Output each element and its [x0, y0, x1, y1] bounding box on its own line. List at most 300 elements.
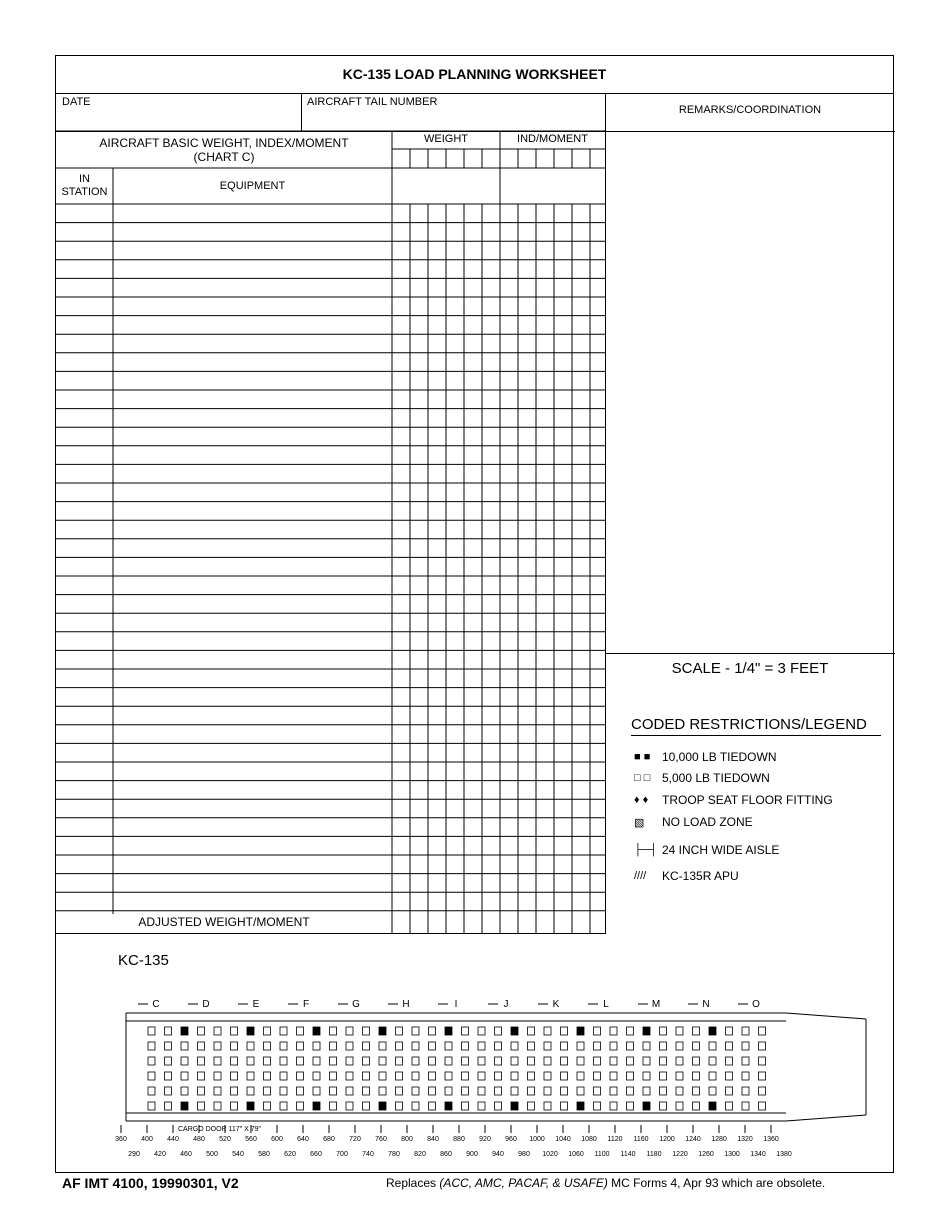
- station-tick-label: 620: [284, 1151, 296, 1158]
- tiedown-5k: [165, 1072, 172, 1080]
- tiedown-5k: [148, 1057, 155, 1065]
- station-tick-label: 980: [518, 1151, 530, 1158]
- hatched-box-icon: ▧: [634, 816, 645, 829]
- tiedown-5k: [462, 1072, 469, 1080]
- tiedown-5k: [742, 1087, 749, 1095]
- tiedown-5k: [165, 1042, 172, 1050]
- tiedown-5k: [676, 1057, 683, 1065]
- tiedown-5k: [462, 1102, 469, 1110]
- tiedown-5k: [313, 1087, 320, 1095]
- station-tick-label: 540: [232, 1151, 244, 1158]
- tiedown-5k: [709, 1057, 716, 1065]
- tiedown-5k: [165, 1087, 172, 1095]
- tiedown-5k: [577, 1042, 584, 1050]
- tiedown-5k: [346, 1027, 353, 1035]
- tiedown-5k: [264, 1057, 271, 1065]
- tiedown-5k: [511, 1072, 518, 1080]
- hollow-square-icon: □ □: [634, 772, 651, 784]
- form-id: AF IMT 4100, 19990301, V2: [62, 1175, 239, 1191]
- tiedown-5k: [214, 1102, 221, 1110]
- legend-item-10k-tiedown: ■ ■ 10,000 LB TIEDOWN: [634, 750, 777, 764]
- tiedown-5k: [462, 1027, 469, 1035]
- tiedown-5k: [643, 1057, 650, 1065]
- zone-label: C: [152, 999, 160, 1010]
- tiedown-5k: [346, 1087, 353, 1095]
- tiedown-5k: [412, 1102, 419, 1110]
- tiedown-10k: [445, 1027, 452, 1035]
- tiedown-5k: [660, 1027, 667, 1035]
- zone-label: E: [252, 999, 260, 1010]
- tiedown-5k: [561, 1072, 568, 1080]
- tiedown-5k: [214, 1057, 221, 1065]
- tiedown-5k: [429, 1087, 436, 1095]
- tiedown-5k: [742, 1102, 749, 1110]
- tiedown-10k: [379, 1027, 386, 1035]
- tiedown-5k: [610, 1072, 617, 1080]
- zone-label: J: [503, 999, 509, 1010]
- tiedown-5k: [280, 1087, 287, 1095]
- tiedown-5k: [198, 1102, 205, 1110]
- tiedown-5k: [528, 1027, 535, 1035]
- tiedown-5k: [445, 1087, 452, 1095]
- tiedown-5k: [528, 1072, 535, 1080]
- tiedown-5k: [709, 1072, 716, 1080]
- aisle-marker-icon: ├─┤: [634, 844, 658, 856]
- tiedown-5k: [676, 1087, 683, 1095]
- tiedown-10k: [511, 1102, 518, 1110]
- tiedown-10k: [577, 1102, 584, 1110]
- tiedown-5k: [478, 1057, 485, 1065]
- station-tick-label: 290: [128, 1151, 140, 1158]
- tiedown-5k: [462, 1042, 469, 1050]
- legend-item-no-load: ▧ NO LOAD ZONE: [634, 815, 753, 829]
- cargo-door-label: CARGO DOOR 117" X 79": [178, 1126, 262, 1133]
- ind-moment-label: IND/MOMENT: [517, 133, 588, 145]
- tiedown-5k: [214, 1087, 221, 1095]
- tiedown-5k: [561, 1102, 568, 1110]
- tiedown-5k: [577, 1072, 584, 1080]
- station-tick-label: 1180: [646, 1151, 662, 1158]
- tiedown-5k: [528, 1057, 535, 1065]
- diagram-line: [786, 1013, 866, 1019]
- tiedown-5k: [676, 1102, 683, 1110]
- tiedown-5k: [330, 1042, 337, 1050]
- tiedown-5k: [429, 1072, 436, 1080]
- tiedown-5k: [478, 1027, 485, 1035]
- tiedown-5k: [429, 1102, 436, 1110]
- station-tick-label: 1220: [672, 1151, 688, 1158]
- tiedown-5k: [594, 1087, 601, 1095]
- tiedown-5k: [297, 1057, 304, 1065]
- zone-label: D: [202, 999, 210, 1010]
- tiedown-5k: [330, 1027, 337, 1035]
- station-tick-label: 1380: [776, 1151, 792, 1158]
- tiedown-5k: [165, 1027, 172, 1035]
- tiedown-5k: [561, 1027, 568, 1035]
- station-tick-label: 840: [427, 1136, 439, 1143]
- tiedown-10k: [247, 1027, 254, 1035]
- tiedown-5k: [610, 1102, 617, 1110]
- tiedown-5k: [363, 1102, 370, 1110]
- tiedown-5k: [412, 1027, 419, 1035]
- tiedown-5k: [693, 1102, 700, 1110]
- tiedown-5k: [181, 1042, 188, 1050]
- tiedown-5k: [759, 1072, 766, 1080]
- zone-label: M: [651, 999, 661, 1010]
- station-tick-label: 1020: [542, 1151, 558, 1158]
- tiedown-5k: [412, 1042, 419, 1050]
- tiedown-5k: [759, 1057, 766, 1065]
- station-tick-label: 900: [466, 1151, 478, 1158]
- tiedown-10k: [247, 1102, 254, 1110]
- station-tick-label: 1140: [620, 1151, 636, 1158]
- tiedown-5k: [264, 1087, 271, 1095]
- tiedown-5k: [528, 1102, 535, 1110]
- zone-label: G: [352, 999, 360, 1010]
- aircraft-floor-diagram: [86, 991, 886, 1171]
- tiedown-5k: [544, 1072, 551, 1080]
- tiedown-5k: [148, 1087, 155, 1095]
- station-tick-label: 1080: [581, 1136, 597, 1143]
- tiedown-10k: [643, 1027, 650, 1035]
- tiedown-5k: [495, 1027, 502, 1035]
- tiedown-5k: [198, 1042, 205, 1050]
- station-tick-label: 420: [154, 1151, 166, 1158]
- station-tick-label: 740: [362, 1151, 374, 1158]
- tiedown-5k: [396, 1027, 403, 1035]
- station-tick-label: 800: [401, 1136, 413, 1143]
- tiedown-10k: [445, 1102, 452, 1110]
- tiedown-5k: [511, 1087, 518, 1095]
- tiedown-5k: [396, 1042, 403, 1050]
- tiedown-5k: [181, 1087, 188, 1095]
- legend-heading: CODED RESTRICTIONS/LEGEND: [631, 716, 881, 736]
- tiedown-5k: [346, 1102, 353, 1110]
- solid-square-icon: ■ ■: [634, 751, 651, 763]
- tiedown-5k: [247, 1057, 254, 1065]
- diagram-line: [786, 1115, 866, 1121]
- tiedown-5k: [561, 1057, 568, 1065]
- tiedown-10k: [709, 1102, 716, 1110]
- tiedown-5k: [214, 1072, 221, 1080]
- tiedown-5k: [478, 1087, 485, 1095]
- tiedown-5k: [313, 1057, 320, 1065]
- tiedown-5k: [379, 1087, 386, 1095]
- scale-label: SCALE - 1/4" = 3 FEET: [671, 660, 829, 677]
- tiedown-5k: [280, 1042, 287, 1050]
- tiedown-5k: [445, 1072, 452, 1080]
- tiedown-5k: [726, 1042, 733, 1050]
- tiedown-5k: [759, 1087, 766, 1095]
- tiedown-5k: [643, 1042, 650, 1050]
- tiedown-5k: [231, 1042, 238, 1050]
- tiedown-5k: [148, 1102, 155, 1110]
- station-tick-label: 560: [245, 1136, 257, 1143]
- tiedown-5k: [264, 1102, 271, 1110]
- diamond-icon: ♦ ♦: [634, 794, 649, 806]
- zone-label: F: [302, 999, 310, 1010]
- tiedown-5k: [297, 1102, 304, 1110]
- tiedown-5k: [478, 1102, 485, 1110]
- tiedown-5k: [726, 1057, 733, 1065]
- tiedown-5k: [627, 1072, 634, 1080]
- tiedown-5k: [264, 1072, 271, 1080]
- tiedown-5k: [759, 1042, 766, 1050]
- tiedown-5k: [742, 1042, 749, 1050]
- tiedown-5k: [709, 1087, 716, 1095]
- tiedown-5k: [429, 1042, 436, 1050]
- station-tick-label: 1000: [529, 1136, 545, 1143]
- tiedown-5k: [396, 1102, 403, 1110]
- tiedown-5k: [429, 1057, 436, 1065]
- tiedown-5k: [280, 1102, 287, 1110]
- tiedown-5k: [643, 1087, 650, 1095]
- tiedown-5k: [709, 1042, 716, 1050]
- tiedown-5k: [759, 1102, 766, 1110]
- weight-label: WEIGHT: [424, 133, 468, 145]
- station-tick-label: 1120: [607, 1136, 623, 1143]
- tiedown-5k: [610, 1027, 617, 1035]
- station-tick-label: 1100: [594, 1151, 610, 1158]
- tiedown-5k: [429, 1027, 436, 1035]
- tiedown-5k: [577, 1057, 584, 1065]
- station-tick-label: 520: [219, 1136, 231, 1143]
- station-tick-label: 1060: [568, 1151, 584, 1158]
- tiedown-5k: [759, 1027, 766, 1035]
- tiedown-5k: [693, 1057, 700, 1065]
- tiedown-5k: [264, 1042, 271, 1050]
- tiedown-5k: [264, 1027, 271, 1035]
- tiedown-5k: [297, 1042, 304, 1050]
- station-tick-label: 640: [297, 1136, 309, 1143]
- tiedown-5k: [726, 1072, 733, 1080]
- tiedown-5k: [379, 1072, 386, 1080]
- tiedown-5k: [297, 1027, 304, 1035]
- legend-item-5k-tiedown: □ □ 5,000 LB TIEDOWN: [634, 771, 770, 785]
- tiedown-5k: [528, 1087, 535, 1095]
- station-tick-label: 1240: [685, 1136, 701, 1143]
- tiedown-5k: [594, 1057, 601, 1065]
- tiedown-5k: [280, 1027, 287, 1035]
- station-tick-label: 400: [141, 1136, 153, 1143]
- tiedown-5k: [742, 1027, 749, 1035]
- tiedown-5k: [231, 1027, 238, 1035]
- tiedown-5k: [412, 1057, 419, 1065]
- tiedown-5k: [462, 1057, 469, 1065]
- zone-label: H: [402, 999, 410, 1010]
- tiedown-5k: [693, 1087, 700, 1095]
- tiedown-5k: [214, 1027, 221, 1035]
- tiedown-5k: [462, 1087, 469, 1095]
- tiedown-5k: [165, 1102, 172, 1110]
- station-tick-label: 680: [323, 1136, 335, 1143]
- zone-label: I: [454, 999, 458, 1010]
- tiedown-5k: [297, 1072, 304, 1080]
- tiedown-5k: [660, 1087, 667, 1095]
- tiedown-5k: [280, 1057, 287, 1065]
- station-tick-label: 1340: [750, 1151, 766, 1158]
- tiedown-10k: [643, 1102, 650, 1110]
- tiedown-5k: [726, 1087, 733, 1095]
- tiedown-5k: [330, 1072, 337, 1080]
- tiedown-5k: [742, 1057, 749, 1065]
- tiedown-5k: [544, 1042, 551, 1050]
- station-tick-label: 460: [180, 1151, 192, 1158]
- tiedown-5k: [594, 1042, 601, 1050]
- tiedown-5k: [676, 1072, 683, 1080]
- station-tick-label: 1280: [711, 1136, 727, 1143]
- tiedown-5k: [445, 1057, 452, 1065]
- tiedown-5k: [148, 1027, 155, 1035]
- tiedown-5k: [594, 1027, 601, 1035]
- station-tick-label: 820: [414, 1151, 426, 1158]
- tiedown-5k: [247, 1087, 254, 1095]
- tiedown-5k: [214, 1042, 221, 1050]
- tiedown-5k: [544, 1057, 551, 1065]
- tiedown-5k: [726, 1027, 733, 1035]
- legend-item-apu: //// KC-135R APU: [634, 869, 739, 883]
- tiedown-5k: [495, 1102, 502, 1110]
- station-tick-label: 440: [167, 1136, 179, 1143]
- station-tick-label: 700: [336, 1151, 348, 1158]
- tiedown-5k: [561, 1042, 568, 1050]
- tiedown-5k: [313, 1072, 320, 1080]
- station-tick-label: 880: [453, 1136, 465, 1143]
- tiedown-5k: [231, 1087, 238, 1095]
- station-tick-label: 940: [492, 1151, 504, 1158]
- tiedown-5k: [313, 1042, 320, 1050]
- station-tick-label: 1320: [737, 1136, 753, 1143]
- tiedown-10k: [379, 1102, 386, 1110]
- tiedown-5k: [693, 1072, 700, 1080]
- tiedown-5k: [346, 1042, 353, 1050]
- tiedown-10k: [577, 1027, 584, 1035]
- tiedown-10k: [181, 1027, 188, 1035]
- tiedown-5k: [478, 1072, 485, 1080]
- tiedown-5k: [627, 1042, 634, 1050]
- tiedown-5k: [528, 1042, 535, 1050]
- in-station-label: IN STATION: [61, 173, 108, 198]
- tiedown-5k: [627, 1087, 634, 1095]
- tiedown-5k: [198, 1087, 205, 1095]
- tiedown-5k: [660, 1102, 667, 1110]
- tiedown-5k: [693, 1027, 700, 1035]
- station-tick-label: 960: [505, 1136, 517, 1143]
- tiedown-5k: [511, 1042, 518, 1050]
- zone-label: L: [603, 999, 609, 1010]
- legend-item-aisle: ├─┤ 24 INCH WIDE AISLE: [634, 843, 780, 857]
- station-tick-label: 580: [258, 1151, 270, 1158]
- station-tick-label: 920: [479, 1136, 491, 1143]
- tiedown-5k: [610, 1042, 617, 1050]
- apu-hatch-icon: ////: [634, 870, 647, 882]
- tiedown-5k: [346, 1072, 353, 1080]
- station-tick-label: 1200: [659, 1136, 675, 1143]
- station-tick-label: 860: [440, 1151, 452, 1158]
- replaces-note: Replaces (ACC, AMC, PACAF, & USAFE) MC Forms 4, Apr 93 which are obsolete.: [386, 1176, 826, 1190]
- station-tick-label: 500: [206, 1151, 218, 1158]
- basic-weight-label: AIRCRAFT BASIC WEIGHT, INDEX/MOMENT (CHART C): [99, 136, 349, 164]
- tiedown-5k: [379, 1057, 386, 1065]
- station-tick-label: 660: [310, 1151, 322, 1158]
- tiedown-5k: [148, 1072, 155, 1080]
- tiedown-5k: [148, 1042, 155, 1050]
- tiedown-5k: [610, 1087, 617, 1095]
- tiedown-5k: [577, 1087, 584, 1095]
- worksheet-form: [55, 55, 894, 1173]
- tiedown-5k: [412, 1072, 419, 1080]
- tiedown-5k: [165, 1057, 172, 1065]
- tiedown-5k: [247, 1042, 254, 1050]
- tiedown-5k: [396, 1072, 403, 1080]
- aircraft-label: KC-135: [118, 952, 169, 969]
- tiedown-5k: [231, 1072, 238, 1080]
- tiedown-5k: [297, 1087, 304, 1095]
- station-tick-label: 1040: [555, 1136, 571, 1143]
- tiedown-5k: [198, 1027, 205, 1035]
- tiedown-5k: [330, 1057, 337, 1065]
- tiedown-5k: [643, 1072, 650, 1080]
- station-tick-label: 760: [375, 1136, 387, 1143]
- tiedown-5k: [544, 1087, 551, 1095]
- tiedown-5k: [231, 1102, 238, 1110]
- tiedown-5k: [198, 1057, 205, 1065]
- tiedown-5k: [627, 1102, 634, 1110]
- station-tick-label: 1160: [633, 1136, 649, 1143]
- tiedown-5k: [544, 1102, 551, 1110]
- tiedown-5k: [346, 1057, 353, 1065]
- tiedown-5k: [495, 1042, 502, 1050]
- tiedown-10k: [709, 1027, 716, 1035]
- station-tick-label: 360: [115, 1136, 127, 1143]
- tiedown-5k: [363, 1087, 370, 1095]
- tiedown-5k: [330, 1102, 337, 1110]
- tiedown-5k: [594, 1102, 601, 1110]
- tiedown-5k: [363, 1027, 370, 1035]
- tiedown-5k: [330, 1087, 337, 1095]
- tiedown-10k: [313, 1027, 320, 1035]
- station-tick-label: 780: [388, 1151, 400, 1158]
- remarks-label: REMARKS/COORDINATION: [678, 104, 822, 116]
- tiedown-5k: [363, 1072, 370, 1080]
- adjusted-weight-label: ADJUSTED WEIGHT/MOMENT: [138, 915, 310, 929]
- tiedown-10k: [181, 1102, 188, 1110]
- form-title: KC-135 LOAD PLANNING WORKSHEET: [56, 56, 893, 94]
- tiedown-5k: [594, 1072, 601, 1080]
- zone-label: K: [552, 999, 560, 1010]
- tiedown-5k: [280, 1072, 287, 1080]
- tiedown-5k: [396, 1087, 403, 1095]
- tiedown-5k: [445, 1042, 452, 1050]
- tiedown-5k: [495, 1087, 502, 1095]
- tiedown-5k: [627, 1027, 634, 1035]
- station-tick-label: 480: [193, 1136, 205, 1143]
- tiedown-5k: [726, 1102, 733, 1110]
- tail-number-label: AIRCRAFT TAIL NUMBER: [307, 96, 438, 108]
- tiedown-5k: [181, 1072, 188, 1080]
- station-tick-label: 1300: [724, 1151, 740, 1158]
- tiedown-5k: [544, 1027, 551, 1035]
- tiedown-5k: [247, 1072, 254, 1080]
- tiedown-5k: [660, 1057, 667, 1065]
- tiedown-5k: [660, 1072, 667, 1080]
- tiedown-5k: [363, 1042, 370, 1050]
- tiedown-10k: [313, 1102, 320, 1110]
- tiedown-5k: [198, 1072, 205, 1080]
- tiedown-5k: [478, 1042, 485, 1050]
- tiedown-5k: [231, 1057, 238, 1065]
- equipment-label: EQUIPMENT: [219, 180, 286, 192]
